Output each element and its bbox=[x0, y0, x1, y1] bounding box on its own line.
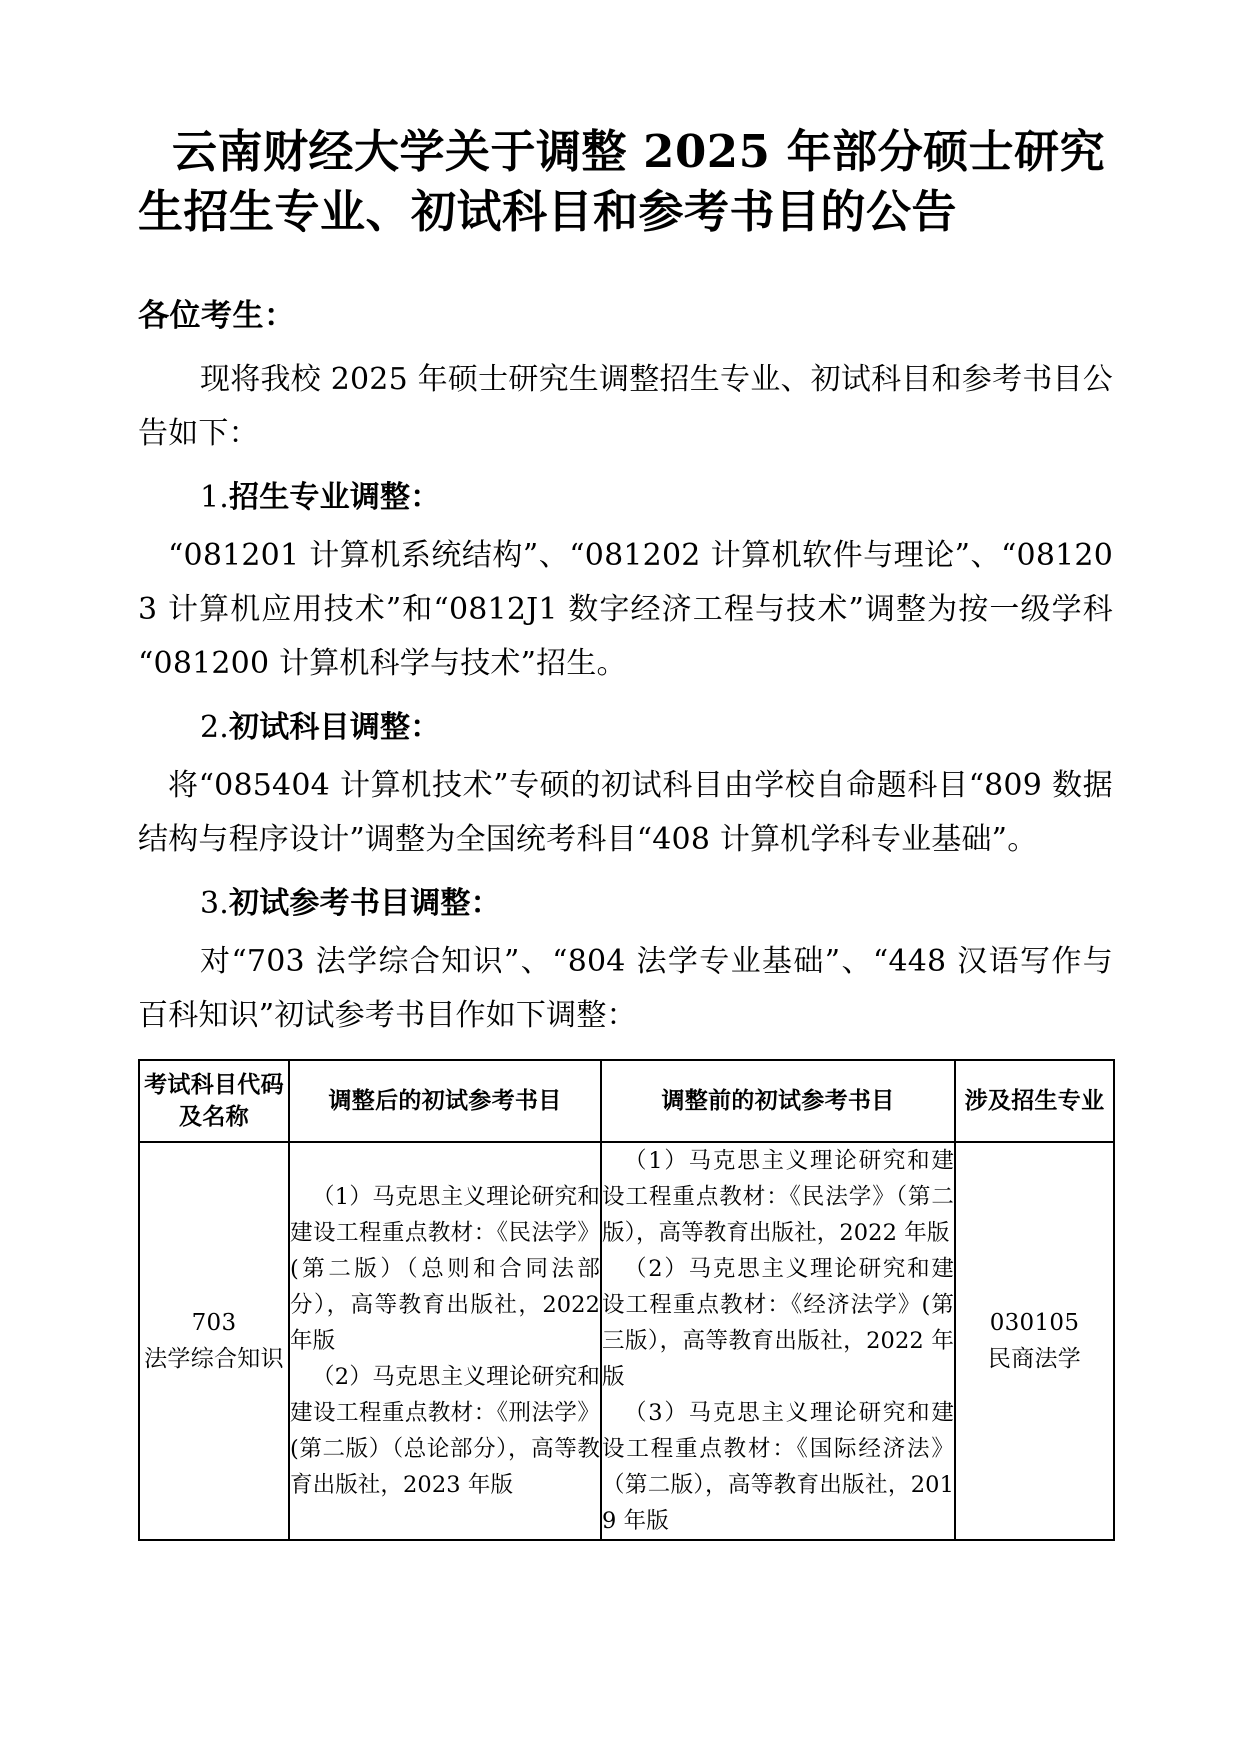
section-heading-1 bbox=[138, 461, 1113, 525]
section-number-2: 2. bbox=[200, 710, 230, 745]
subject-name: 法学综合知识 bbox=[144, 1346, 284, 1372]
book-item: （2）马克思主义理论研究和建设工程重点教材：《经济法学》(第三版），高等教育出版社，2022 年版 bbox=[602, 1256, 954, 1390]
section-title-3: 初试参考书目调整： bbox=[229, 886, 501, 921]
table-header-row bbox=[139, 1060, 1114, 1142]
section-title-2: 初试科目调整： bbox=[229, 710, 441, 745]
section-heading-3 bbox=[138, 867, 1113, 931]
section-number-1: 1. bbox=[200, 480, 230, 515]
section-heading-2 bbox=[138, 691, 1113, 755]
table-header-books-before: 调整前的初试参考书目 bbox=[601, 1060, 955, 1142]
table-header-major: 涉及招生专业 bbox=[955, 1060, 1114, 1142]
major-name: 民商法学 bbox=[987, 1346, 1082, 1372]
cell-subject bbox=[139, 1142, 289, 1540]
cell-major bbox=[955, 1142, 1114, 1540]
cell-books-after bbox=[289, 1142, 601, 1540]
section-title-1: 招生专业调整： bbox=[229, 480, 441, 515]
section-number-3: 3. bbox=[200, 886, 230, 921]
major-code: 030105 bbox=[989, 1310, 1080, 1336]
book-item: （3）马克思主义理论研究和建设工程重点教材：《国际经济法》（第二版），高等教育出版社，2019 年版 bbox=[602, 1400, 954, 1534]
section-body-3: 对“703 法学综合知识”、“804 法学专业基础”、“448 汉语写作与百科知识”初试参考书目作如下调整： bbox=[138, 944, 1113, 1033]
table-header-subject: 考试科目代码及名称 bbox=[139, 1060, 289, 1142]
book-item: （1）马克思主义理论研究和建设工程重点教材：《民法学》（第二版），高等教育出版社，2022 年版 bbox=[602, 1148, 954, 1246]
section-body-1: “081201 计算机系统结构”、“081202 计算机软件与理论”、“081203 计算机应用技术”和“0812J1 数字经济工程与技术”调整为按一级学科“081200 计算机科学与技术”招生。 bbox=[138, 538, 1113, 681]
book-item: （2）马克思主义理论研究和建设工程重点教材：《刑法学》(第二版）（总论部分），高等教育出版社，2023 年版 bbox=[290, 1364, 600, 1498]
book-item: （1）马克思主义理论研究和建设工程重点教材：《民法学》(第二版）（总则和合同法部分），高等教育出版社，2022 年版 bbox=[290, 1184, 600, 1354]
intro-paragraph: 现将我校 2025 年硕士研究生调整招生专业、初试科目和参考书目公告如下： bbox=[138, 362, 1113, 451]
table-row bbox=[139, 1142, 1114, 1540]
subject-code: 703 bbox=[191, 1310, 237, 1336]
cell-books-before bbox=[601, 1142, 955, 1540]
page-title: 云南财经大学关于调整 2025 年部分硕士研究生招生专业、初试科目和参考书目的公告 bbox=[138, 125, 1106, 238]
reference-books-table bbox=[138, 1059, 1115, 1541]
table-header-books-after: 调整后的初试参考书目 bbox=[289, 1060, 601, 1142]
page-content bbox=[138, 0, 1113, 1541]
salutation: 各位考生： bbox=[138, 298, 296, 334]
section-body-2: 将“085404 计算机技术”专硕的初试科目由学校自命题科目“809 数据结构与程序设计”调整为全国统考科目“408 计算机学科专业基础”。 bbox=[138, 768, 1113, 857]
